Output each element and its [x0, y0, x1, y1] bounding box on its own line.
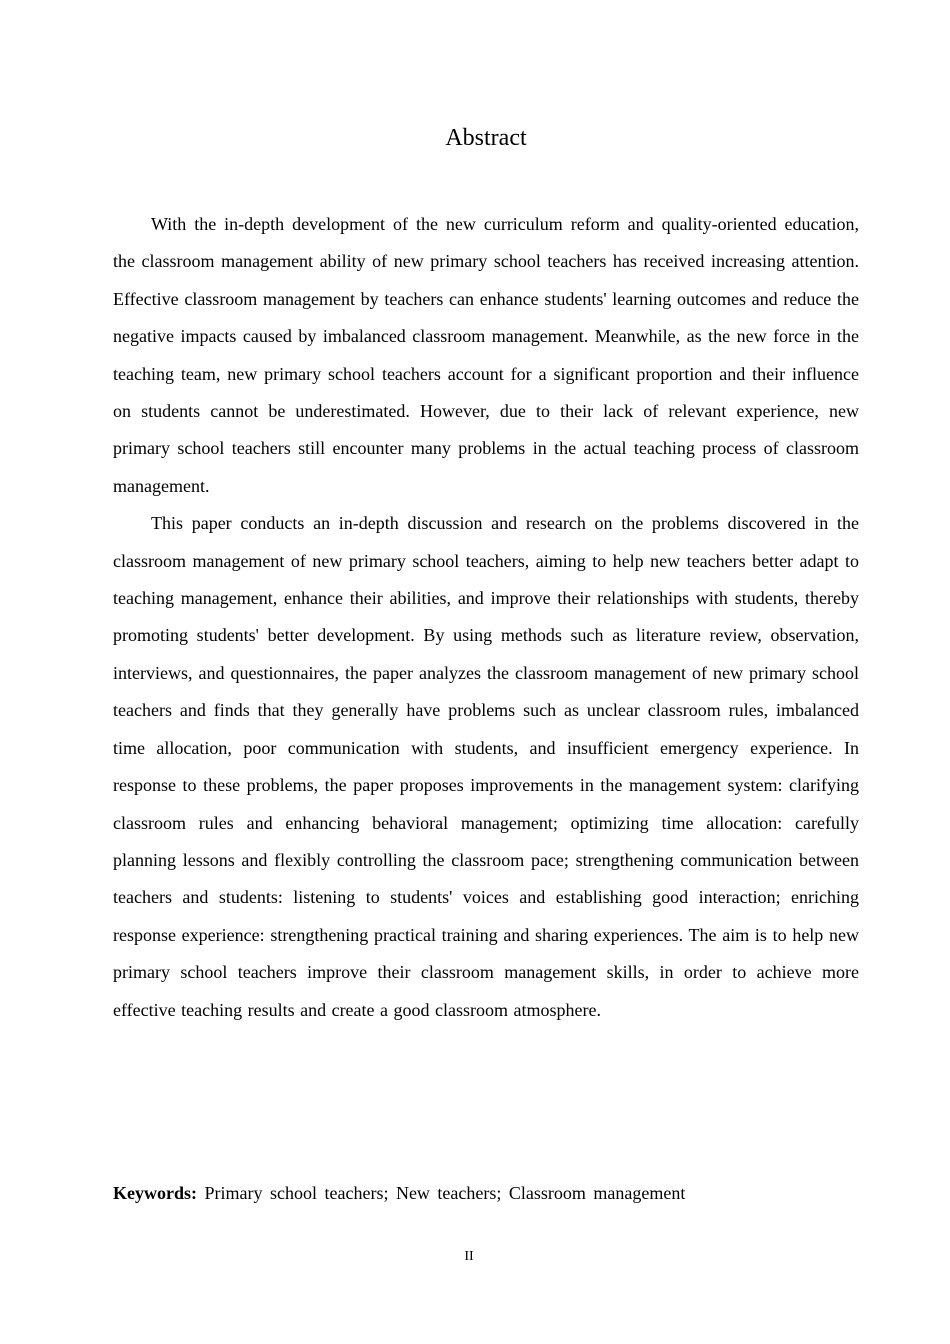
- abstract-paragraph-2: This paper conducts an in-depth discussion and research on the problems discovered in the classroom management of new primary school teachers, aiming to help new teachers better adapt to teaching management, enhance their abilities, and improve their relationships with students, thereby promoting students' better development. By using methods such as literature review, observation, interviews, and questionnaires, the paper analyzes the classroom management of new primary school teachers and finds that they generally have problems such as unclear classroom rules, imbalanced time allocation, poor communication with students, and insufficient emergency experience. In response to these problems, the paper proposes improvements in the management system: clarifying classroom rules and enhancing behavioral management; optimizing time allocation: carefully planning lessons and flexibly controlling the classroom pace; strengthening communication between teachers and students: listening to students' voices and establishing good interaction; enriching response experience: strengthening practical training and sharing experiences. The aim is to help new primary school teachers improve their classroom management skills, in order to achieve more effective teaching results and create a good classroom atmosphere.: [113, 513, 859, 1020]
- keywords-line: [113, 1178, 859, 1208]
- page-number: II: [464, 1249, 474, 1264]
- page-title: Abstract: [445, 125, 527, 151]
- abstract-paragraph-1: With the in-depth development of the new curriculum reform and quality-oriented education, the classroom management ability of new primary school teachers has received increasing attention. Effective classroom management by teachers can enhance students' learning outcomes and reduce the negative impacts caused by imbalanced classroom management. Meanwhile, as the new force in the teaching team, new primary school teachers account for a significant proportion and their influence on students cannot be underestimated. However, due to their lack of relevant experience, new primary school teachers still encounter many problems in the actual teaching process of classroom management.: [113, 214, 859, 496]
- keywords-values: Primary school teachers; New teachers; Classroom management: [204, 1183, 686, 1203]
- keywords-label: Keywords:: [113, 1183, 197, 1203]
- abstract-body: [113, 206, 859, 1029]
